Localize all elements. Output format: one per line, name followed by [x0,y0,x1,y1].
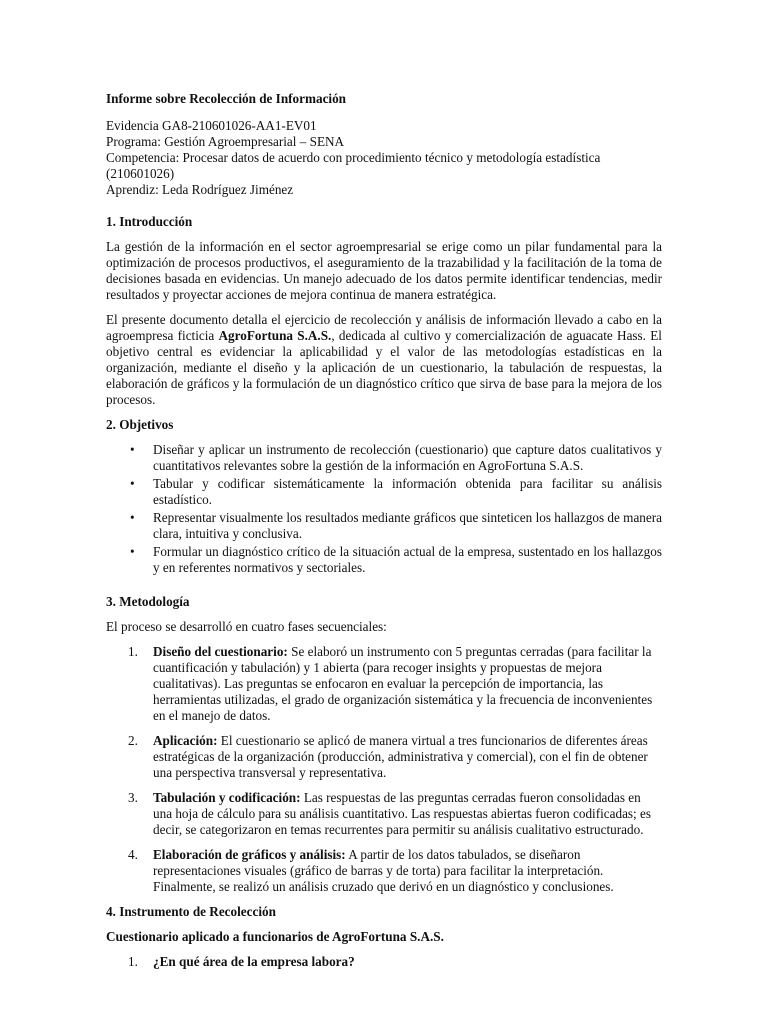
methodology-heading: 3. Metodología [106,594,190,609]
question-number: 1. [128,954,138,969]
methodology-intro: El proceso se desarrolló en cuatro fases secuenciales: [106,619,387,634]
intro-paragraph-2 [106,312,662,408]
document-title: Informe sobre Recolección de Información [106,91,347,106]
meta-evidence: Evidencia GA8-210601026-AA1-EV01 [106,118,317,133]
instrument-subheading: Cuestionario aplicado a funcionarios de AgroFortuna S.A.S. [106,929,444,944]
methodology-steps [106,644,662,895]
step-number: 3. [128,790,138,805]
step-title: Elaboración de gráficos y análisis: [153,847,346,862]
methodology-step [128,790,662,838]
methodology-step [128,733,662,781]
step-text: Las respuestas de las preguntas cerradas fueron consolidadas en una hoja de cálculo para su análisis cuantitativo. Las respuestas abiertas fueron codificadas; es decir, se categorizaron en temas recurrentes para permitir su análisis cualitativo estructurado. [153,790,652,837]
question-item [128,954,662,970]
document-meta [106,118,662,198]
meta-apprentice: Aprendiz: Leda Rodríguez Jiménez [106,182,294,197]
methodology-step [128,644,662,724]
intro-heading: 1. Introducción [106,214,193,229]
meta-program: Programa: Gestión Agroempresarial – SENA [106,134,345,149]
intro-paragraph-1: La gestión de la información en el sector agroempresarial se erige como un pilar fundamental para la optimización de procesos productivos, el aseguramiento de la trazabilidad y la facilitación de la toma de decisiones basada en evidencias. Un manejo adecuado de los datos permite identificar tendencias, medir resultados y proyectar acciones de mejora continua de manera estratégica. [106,239,662,302]
objectives-heading: 2. Objetivos [106,417,174,432]
objective-item: • Representar visualmente los resultados mediante gráficos que sinteticen los hallazgos de manera clara, intuitiva y conclusiva. [153,510,662,542]
step-number: 4. [128,847,138,862]
step-text: A partir de los datos tabulados, se diseñaron representaciones visuales (gráfico de barras y de torta) para facilitar la interpretación. Finalmente, se realizó un análisis cruzado que derivó en un diagnóstico y conclusiones. [153,847,614,894]
objectives-list [106,442,662,576]
intro-p2-start: El presente documento detalla el ejercicio de recolección y análisis de información llevado a cabo en la agroempresa ficticia [106,312,662,343]
company-name: AgroFortuna S.A.S. [218,328,332,343]
questionnaire-list [106,954,662,970]
step-number: 2. [128,733,138,748]
step-title: Aplicación: [153,733,218,748]
step-title: Tabulación y codificación: [153,790,301,805]
step-text: El cuestionario se aplicó de manera virtual a tres funcionarios de diferentes áreas estratégicas de la organización (producción, administrativa y comercial), con el fin de obtener una perspectiva transversal y representativa. [153,733,648,780]
intro-p2-end: , dedicada al cultivo y comercialización de aguacate Hass. El objetivo central es evidenciar la aplicabilidad y el valor de las metodologías estadísticas en la organización, mediante el diseño y la aplicación de un cuestionario, la tabulación de respuestas, la elaboración de gráficos y la formulación de un diagnóstico crítico que sirva de base para la mejora de los procesos. [106,328,662,407]
question-text: ¿En qué área de la empresa labora? [153,954,355,969]
step-text: Se elaboró un instrumento con 5 preguntas cerradas (para facilitar la cuantificación y tabulación) y 1 abierta (para recoger insights y propuestas de mejora cualitativas). Las preguntas se enfocaron en evaluar la percepción de importancia, las herramientas utilizadas, el grado de organización sistemática y la frecuencia de inconvenientes en el manejo de datos. [153,644,653,723]
step-number: 1. [128,644,138,659]
objective-item: • Diseñar y aplicar un instrumento de recolección (cuestionario) que capture datos cualitativos y cuantitativos relevantes sobre la gestión de la información en AgroFortuna S.A.S. [153,442,662,474]
instrument-heading: 4. Instrumento de Recolección [106,904,276,919]
step-title: Diseño del cuestionario: [153,644,288,659]
objective-item: • Formular un diagnóstico crítico de la situación actual de la empresa, sustentado en los hallazgos y en referentes normativos y sectoriales. [153,544,662,576]
objective-item: • Tabular y codificar sistemáticamente la información obtenida para facilitar su análisis estadístico. [153,476,662,508]
methodology-step [128,847,662,895]
meta-competence: Competencia: Procesar datos de acuerdo con procedimiento técnico y metodología estadística (210601026) [106,150,601,181]
